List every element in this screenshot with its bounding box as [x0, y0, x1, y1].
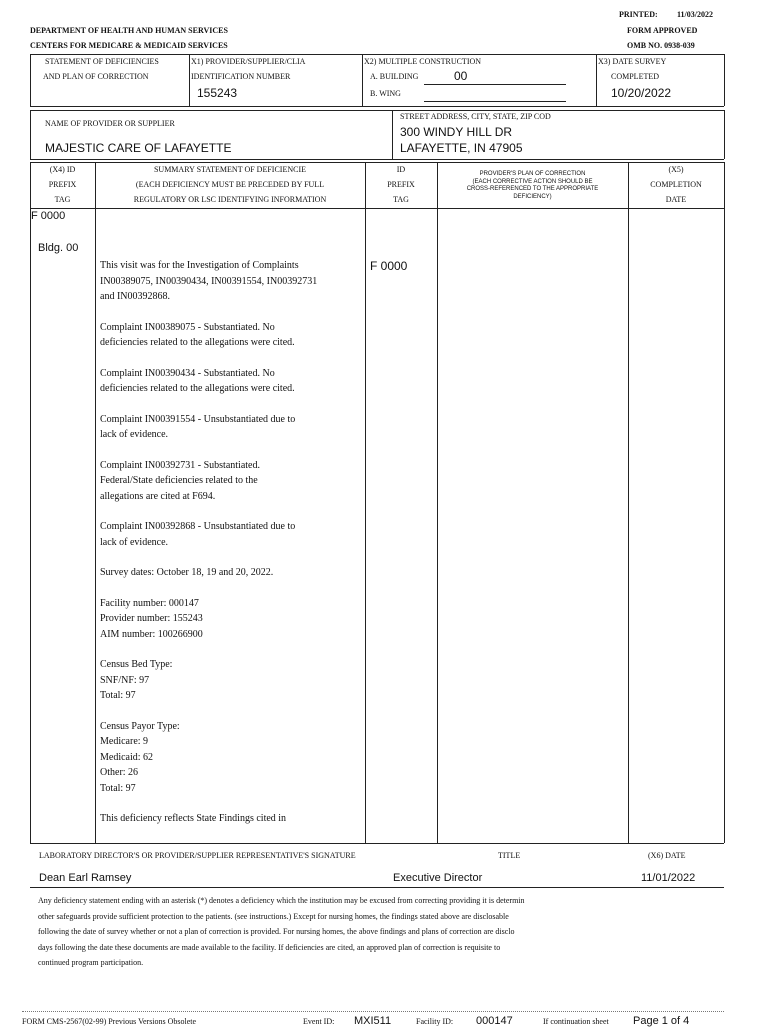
summary-paragraph [100, 412, 362, 443]
summary-line: Provider number: 155243 [100, 613, 203, 624]
summary-line: Census Payor Type: [100, 720, 180, 732]
tag-left: F 0000 [31, 210, 66, 222]
summary-line: SNF/NF: 97 [100, 674, 150, 686]
provider-name-label: NAME OF PROVIDER OR SUPPLIER [45, 119, 175, 128]
summary-paragraph [100, 458, 362, 505]
form-number: FORM CMS-2567(02-99) Previous Versions Obsolete [22, 1017, 197, 1026]
provider-name-value: MAJESTIC CARE OF LAFAYETTE [45, 141, 232, 155]
summary-line: Facility number: 000147 [100, 597, 199, 609]
summary-text [100, 258, 362, 842]
summary-line: Survey dates: October 18, 19 and 20, 2022. [100, 567, 274, 578]
address-line1: 300 WINDY HILL DR [400, 125, 513, 139]
summary-line: deficiencies related to the allegations were cited. [100, 383, 295, 394]
building-value: 00 [454, 69, 468, 83]
building-tag: Bldg. 00 [38, 242, 79, 254]
statement-label: STATEMENT OF DEFICIENCIES [45, 57, 159, 66]
summary-paragraph [100, 320, 362, 351]
summary-line: and IN00392868. [100, 291, 170, 302]
summary-line: Census Bed Type: [100, 659, 173, 670]
date-survey-label: X3) DATE SURVEY [598, 57, 667, 66]
summary-line: allegations are cited at F694. [100, 490, 216, 502]
summary-paragraph [100, 596, 362, 643]
event-id-label: Event ID: [303, 1017, 335, 1026]
summary-statement-header: SUMMARY STATEMENT OF DEFICIENCIE (EACH DEFICIENCY MUST BE PRECEDED BY FULL REGULATORY OR LSC IDENTIFYING INFORMATION [133, 165, 327, 204]
plan-of-correction-label: AND PLAN OF CORRECTION [43, 72, 149, 81]
summary-line: lack of evidence. [100, 429, 169, 440]
date-survey-value: 10/20/2022 [611, 86, 672, 100]
address-label: STREET ADDRESS, CITY, STATE, ZIP COD [400, 112, 551, 121]
summary-paragraph [100, 366, 362, 397]
event-id-value: MXI511 [354, 1015, 392, 1027]
summary-paragraph [100, 657, 362, 704]
summary-line: lack of evidence. [100, 536, 169, 548]
summary-line: AIM number: 100266900 [100, 628, 203, 640]
facility-id-value: 000147 [476, 1015, 513, 1027]
summary-paragraph [100, 719, 362, 797]
plan-of-correction-header: PROVIDER'S PLAN OF CORRECTION (EACH CORRECTIVE ACTION SHOULD BE CROSS-REFERENCED TO THE APPROPRIATE DEFICIENCY) [466, 171, 599, 200]
identification-number-label: IDENTIFICATION NUMBER [191, 72, 291, 81]
title-label: TITLE [498, 851, 521, 860]
summary-line: Other: 26 [100, 767, 139, 778]
summary-line: Federal/State deficiencies related to the [100, 475, 258, 486]
summary-paragraph [100, 519, 362, 550]
printed-date: 11/03/2022 [677, 10, 714, 19]
summary-line: Complaint IN00390434 - Substantiated. No [100, 367, 275, 379]
tag-right: F 0000 [370, 259, 408, 273]
building-label: A. BUILDING [370, 72, 419, 81]
disclaimer: Any deficiency statement ending with an asterisk (*) denotes a deficiency which the institution may be excused from correcting providing it is determin other safeguards provide sufficient protection to the patients. (see instructions.) Except for nursing homes, the findings stated above are disclosable following the date of survey whether or not a plan of correction is provided. For nursing homes, the above findings and plans of correction are disclo days following the date these documents are made available to the facility. If deficiencies are cited, an approved plan of correction is requisite to continued program participation. [38, 896, 525, 967]
summary-line: Complaint IN00391554 - Unsubstantiated due to [100, 413, 296, 425]
x5-completion-header: (X5) COMPLETION DATE [650, 165, 702, 204]
signature-label: LABORATORY DIRECTOR'S OR PROVIDER/SUPPLIER REPRESENTATIVE'S SIGNATURE [39, 851, 356, 860]
id-prefix-tag-header: ID PREFIX TAG [387, 165, 415, 204]
signer-name: Dean Earl Ramsey [39, 872, 132, 884]
x6-date-label: (X6) DATE [648, 851, 686, 860]
department-name: DEPARTMENT OF HEALTH AND HUMAN SERVICES [30, 26, 228, 35]
address-line2: LAFAYETTE, IN 47905 [400, 141, 523, 155]
summary-paragraph [100, 565, 362, 581]
facility-id-label: Facility ID: [416, 1017, 454, 1026]
form-approved: FORM APPROVED [627, 26, 698, 35]
summary-line: Total: 97 [100, 690, 136, 701]
x4-id-header: (X4) ID PREFIX TAG [48, 165, 77, 204]
summary-line: This visit was for the Investigation of Complaints [100, 260, 299, 271]
summary-line: Complaint IN00392731 - Substantiated. [100, 459, 260, 471]
printed-label: PRINTED: [619, 10, 658, 19]
provider-id-value: 155243 [197, 86, 238, 100]
continuation-label: If continuation sheet [543, 1017, 609, 1026]
summary-line: IN00389075, IN00390434, IN00391554, IN00392731 [100, 275, 318, 287]
omb-number: OMB NO. 0938-039 [627, 41, 695, 50]
date-completed-label: COMPLETED [611, 72, 659, 81]
summary-line: deficiencies related to the allegations were cited. [100, 337, 295, 348]
centers-name: CENTERS FOR MEDICARE & MEDICAID SERVICES [30, 41, 228, 50]
signature-date: 11/01/2022 [641, 872, 696, 884]
summary-line: Complaint IN00392868 - Unsubstantiated due to [100, 521, 296, 532]
summary-paragraph [100, 811, 362, 827]
summary-line: This deficiency reflects State Findings cited in [100, 813, 287, 824]
summary-line: Medicaid: 62 [100, 751, 154, 763]
provider-id-label: X1) PROVIDER/SUPPLIER/CLIA [191, 57, 306, 66]
summary-paragraph [100, 258, 362, 305]
multiple-construction-label: X2) MULTIPLE CONSTRUCTION [364, 57, 482, 66]
page-number: Page 1 of 4 [633, 1015, 690, 1027]
summary-line: Medicare: 9 [100, 736, 149, 747]
summary-line: Total: 97 [100, 782, 136, 794]
signer-title: Executive Director [393, 872, 483, 884]
summary-line: Complaint IN00389075 - Substantiated. No [100, 321, 275, 333]
wing-label: B. WING [370, 89, 401, 98]
